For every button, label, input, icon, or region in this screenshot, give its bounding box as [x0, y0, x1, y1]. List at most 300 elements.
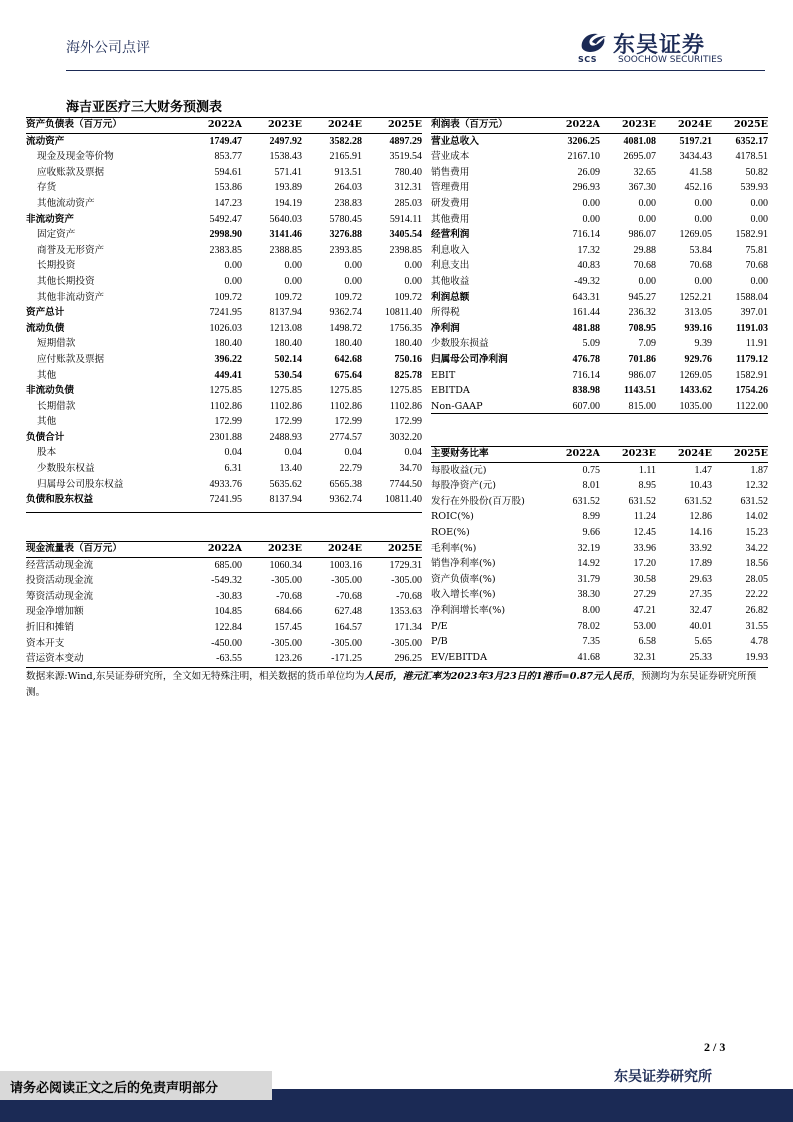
row-value: 1756.35 — [389, 322, 422, 334]
row-value: 1729.31 — [389, 559, 422, 571]
document-title: 海吉亚医疗三大财务预测表 — [66, 100, 223, 115]
row-label: 固定资产 — [37, 229, 76, 241]
table-row — [431, 227, 768, 243]
cash-flow-title: 现金流量表（百万元） — [26, 543, 122, 554]
row-value: 18.56 — [745, 558, 768, 570]
row-value: 1102.86 — [329, 400, 362, 412]
row-value: 838.98 — [572, 385, 600, 397]
row-value: 0.00 — [404, 275, 422, 287]
row-label: Non-GAAP — [431, 400, 483, 412]
row-value: 1026.03 — [209, 322, 242, 334]
row-value: 642.68 — [334, 353, 362, 365]
row-value: 0.00 — [694, 213, 712, 225]
row-value: 939.16 — [684, 322, 712, 334]
row-value: 17.20 — [633, 558, 656, 570]
row-value: 194.19 — [274, 197, 302, 209]
row-label: P/E — [431, 620, 448, 632]
row-value: 1498.72 — [329, 322, 362, 334]
balance-sheet-bottom-rule — [26, 512, 422, 513]
row-value: 8137.94 — [269, 307, 302, 319]
row-value: 193.89 — [274, 182, 302, 194]
row-value: 236.32 — [628, 307, 656, 319]
row-label: 销售净利率(%) — [431, 558, 496, 570]
table-row — [26, 258, 422, 274]
table-row — [431, 274, 768, 290]
table-row — [431, 525, 768, 541]
row-value: 4.78 — [750, 636, 768, 648]
row-value: 25.33 — [689, 651, 712, 663]
row-value: 34.70 — [399, 463, 422, 475]
row-value: -63.55 — [216, 653, 242, 665]
cash-flow-table — [26, 541, 422, 667]
row-value: -305.00 — [271, 575, 302, 587]
row-label: 其他 — [37, 369, 57, 381]
table-row — [431, 462, 768, 478]
table-row — [431, 478, 768, 494]
row-value: 1060.34 — [269, 559, 302, 571]
row-label: 流动负债 — [26, 322, 65, 334]
row-value: 41.68 — [577, 651, 600, 663]
ratios-header-row — [431, 446, 768, 462]
row-value: 367.30 — [628, 182, 656, 194]
row-label: 净利润 — [431, 322, 460, 334]
table-row — [26, 165, 422, 181]
row-value: 5914.11 — [389, 213, 422, 225]
source-note — [26, 669, 768, 701]
row-value: 147.23 — [214, 197, 242, 209]
row-label: 利润总额 — [431, 291, 470, 303]
row-label: 归属母公司股东权益 — [37, 478, 124, 490]
table-row — [26, 227, 422, 243]
row-label: 毛利率(%) — [431, 542, 477, 554]
row-value: 3582.28 — [329, 135, 362, 147]
row-label: 应付账款及票据 — [37, 353, 105, 365]
table-row — [431, 556, 768, 572]
row-value: 4897.29 — [389, 135, 422, 147]
table-row — [26, 445, 422, 461]
row-value: 4081.08 — [623, 135, 656, 147]
row-value: 853.77 — [214, 151, 242, 163]
row-label: 存货 — [37, 182, 57, 194]
row-value: 7.35 — [582, 636, 600, 648]
table-row — [26, 604, 422, 620]
row-value: 40.83 — [577, 260, 600, 272]
year-header: 2025E — [387, 119, 422, 130]
row-label: 营运资本变动 — [26, 653, 84, 665]
row-value: 2383.85 — [209, 244, 242, 256]
row-value: 3405.54 — [389, 229, 422, 241]
balance-sheet-header-row — [26, 117, 422, 133]
table-row — [431, 603, 768, 619]
income-statement-bottom-rule — [431, 413, 768, 414]
year-header: 2023E — [267, 543, 302, 554]
year-header: 2025E — [733, 448, 768, 459]
row-value: 2998.90 — [209, 229, 242, 241]
row-value: 2774.57 — [329, 431, 362, 443]
row-value: -305.00 — [391, 575, 422, 587]
row-label: 收入增长率(%) — [431, 589, 496, 601]
row-value: 31.55 — [745, 620, 768, 632]
table-row — [431, 383, 768, 399]
row-label: 现金及现金等价物 — [37, 151, 114, 163]
row-value: 0.04 — [224, 447, 242, 459]
note-text: ，预测均为东吴证券研究所预测。 — [26, 671, 757, 698]
row-value: 929.76 — [684, 353, 712, 365]
table-row — [26, 196, 422, 212]
row-label: ROIC(%) — [431, 511, 474, 523]
row-value: 1102.86 — [269, 400, 302, 412]
tables-bottom-rule — [26, 667, 768, 668]
row-value: 481.88 — [572, 322, 600, 334]
row-value: 264.03 — [334, 182, 362, 194]
table-row — [26, 212, 422, 228]
row-value: 1433.62 — [679, 385, 712, 397]
table-row — [431, 149, 768, 165]
year-header: 2025E — [387, 543, 422, 554]
row-value: -49.32 — [574, 275, 600, 287]
row-value: 29.88 — [633, 244, 656, 256]
row-value: 675.64 — [334, 369, 362, 381]
table-row — [431, 494, 768, 510]
balance-sheet-table — [26, 117, 422, 508]
row-value: 1252.21 — [679, 291, 712, 303]
row-value: 607.00 — [572, 400, 600, 412]
year-header: 2024E — [677, 119, 712, 130]
row-value: 0.00 — [224, 275, 242, 287]
row-value: 180.40 — [274, 338, 302, 350]
table-row — [26, 492, 422, 508]
table-row — [431, 336, 768, 352]
row-value: 0.00 — [638, 213, 656, 225]
row-label: 净利润增长率(%) — [431, 604, 506, 616]
row-value: 22.79 — [339, 463, 362, 475]
year-header: 2022A — [565, 448, 600, 459]
row-value: 17.89 — [689, 558, 712, 570]
row-label: 利息支出 — [431, 260, 470, 272]
row-value: 70.68 — [745, 260, 768, 272]
row-label: EBITDA — [431, 385, 470, 397]
row-value: 1.47 — [694, 464, 712, 476]
table-row — [431, 352, 768, 368]
row-value: 1269.05 — [679, 229, 712, 241]
row-value: 396.22 — [214, 353, 242, 365]
row-value: 1275.85 — [209, 385, 242, 397]
row-value: 164.57 — [334, 621, 362, 633]
cash-flow-header-row — [26, 541, 422, 557]
table-row — [26, 274, 422, 290]
row-value: 6352.17 — [735, 135, 768, 147]
table-row — [26, 368, 422, 384]
ratios-table — [431, 446, 768, 665]
row-value: 913.51 — [334, 166, 362, 178]
row-value: 1275.85 — [389, 385, 422, 397]
row-value: 14.92 — [577, 558, 600, 570]
table-row — [431, 587, 768, 603]
row-value: 452.16 — [684, 182, 712, 194]
row-value: 1749.47 — [209, 135, 242, 147]
row-label: 利息收入 — [431, 244, 470, 256]
footer-organization: 东吴证券研究所 — [614, 1069, 712, 1085]
row-value: 1.87 — [750, 464, 768, 476]
row-value: -450.00 — [211, 637, 242, 649]
table-row — [26, 620, 422, 636]
row-value: -305.00 — [391, 637, 422, 649]
row-value: 5492.47 — [209, 213, 242, 225]
page-number: 2 / 3 — [704, 1040, 726, 1054]
table-row — [431, 321, 768, 337]
table-row — [431, 212, 768, 228]
row-value: 3519.54 — [389, 151, 422, 163]
row-value: 631.52 — [740, 495, 768, 507]
row-value: 539.93 — [740, 182, 768, 194]
table-row — [26, 290, 422, 306]
row-value: 53.84 — [689, 244, 712, 256]
row-value: 1582.91 — [735, 229, 768, 241]
row-value: 10.43 — [689, 480, 712, 492]
row-value: 627.48 — [334, 606, 362, 618]
row-value: 78.02 — [577, 620, 600, 632]
row-value: 104.85 — [214, 606, 242, 618]
row-value: 180.40 — [214, 338, 242, 350]
row-value: 7241.95 — [209, 307, 242, 319]
row-value: 685.00 — [214, 559, 242, 571]
row-label: 投资活动现金流 — [26, 575, 94, 587]
row-value: 13.40 — [279, 463, 302, 475]
row-value: 1143.51 — [624, 385, 656, 397]
row-value: 0.00 — [224, 260, 242, 272]
row-label: 每股净资产(元) — [431, 480, 497, 492]
table-row — [26, 180, 422, 196]
row-label: 所得税 — [431, 307, 460, 319]
row-value: 14.02 — [745, 511, 768, 523]
row-value: 5780.45 — [329, 213, 362, 225]
row-label: 非流动资产 — [26, 213, 74, 225]
table-row — [431, 634, 768, 650]
row-value: 26.09 — [577, 166, 600, 178]
row-label: 营业总收入 — [431, 135, 479, 147]
income-statement-table — [431, 117, 768, 414]
row-value: 0.00 — [750, 275, 768, 287]
row-label: 管理费用 — [431, 182, 470, 194]
row-value: 780.40 — [394, 166, 422, 178]
row-value: 701.86 — [628, 353, 656, 365]
row-value: 70.68 — [689, 260, 712, 272]
row-value: 0.00 — [404, 260, 422, 272]
row-value: 643.31 — [572, 291, 600, 303]
row-value: 9.39 — [694, 338, 712, 350]
row-label: 少数股东权益 — [37, 463, 95, 475]
row-value: 32.47 — [689, 604, 712, 616]
row-label: 其他 — [37, 416, 57, 428]
row-value: 0.00 — [750, 197, 768, 209]
row-value: 1754.26 — [735, 385, 768, 397]
row-value: 2393.85 — [329, 244, 362, 256]
row-value: 172.99 — [214, 416, 242, 428]
row-value: 2398.85 — [389, 244, 422, 256]
row-value: -305.00 — [331, 575, 362, 587]
row-label: 短期借款 — [37, 338, 76, 350]
row-value: 1102.86 — [389, 400, 422, 412]
table-row — [26, 243, 422, 259]
table-row — [26, 636, 422, 652]
row-value: 40.01 — [689, 620, 712, 632]
table-row — [26, 133, 422, 149]
row-value: 4933.76 — [209, 478, 242, 490]
row-value: 75.81 — [745, 244, 768, 256]
row-value: 27.35 — [689, 589, 712, 601]
row-value: 38.30 — [577, 589, 600, 601]
table-row — [431, 399, 768, 415]
row-value: 2497.92 — [269, 135, 302, 147]
disclaimer-link[interactable]: 请务必阅读正文之后的免责声明部分 — [10, 1081, 219, 1096]
row-value: 12.32 — [745, 480, 768, 492]
row-label: 其他长期投资 — [37, 275, 95, 287]
row-value: 1.11 — [638, 464, 656, 476]
row-value: 109.72 — [394, 291, 422, 303]
table-row — [431, 290, 768, 306]
row-value: 1275.85 — [269, 385, 302, 397]
row-value: 3434.43 — [679, 151, 712, 163]
year-header: 2023E — [267, 119, 302, 130]
balance-sheet-title: 资产负债表（百万元） — [26, 119, 122, 130]
row-label: 流动资产 — [26, 135, 65, 147]
row-label: 资产负债率(%) — [431, 573, 496, 585]
note-text: 数据来源:Wind,东吴证券研究所，全文如无特殊注明，相关数据的货币单位均为 — [26, 671, 365, 682]
row-value: 0.00 — [582, 197, 600, 209]
year-header: 2022A — [207, 119, 242, 130]
row-value: 986.07 — [628, 369, 656, 381]
table-row — [26, 557, 422, 573]
row-value: 19.93 — [745, 651, 768, 663]
table-row — [431, 541, 768, 557]
table-row — [26, 399, 422, 415]
row-value: 7744.50 — [389, 478, 422, 490]
table-row — [26, 461, 422, 477]
row-label: 筹资活动现金流 — [26, 590, 94, 602]
row-label: ROE(%) — [431, 526, 470, 538]
row-value: 17.32 — [577, 244, 600, 256]
table-row — [431, 650, 768, 666]
row-value: 0.00 — [638, 275, 656, 287]
row-value: 10811.40 — [384, 494, 422, 506]
year-header: 2024E — [327, 543, 362, 554]
row-value: 631.52 — [684, 495, 712, 507]
row-value: 238.83 — [334, 197, 362, 209]
row-value: 153.86 — [214, 182, 242, 194]
row-label: 现金净增加额 — [26, 606, 84, 618]
row-value: 180.40 — [394, 338, 422, 350]
row-value: 157.45 — [274, 621, 302, 633]
row-value: 9362.74 — [329, 307, 362, 319]
row-value: 32.31 — [633, 651, 656, 663]
row-value: 6565.38 — [329, 478, 362, 490]
row-value: 8137.94 — [269, 494, 302, 506]
row-value: -70.68 — [396, 590, 422, 602]
table-row — [26, 305, 422, 321]
table-row — [26, 383, 422, 399]
row-value: 8.00 — [582, 604, 600, 616]
row-value: -305.00 — [271, 637, 302, 649]
row-value: 171.34 — [394, 621, 422, 633]
row-value: 716.14 — [572, 229, 600, 241]
row-value: 312.31 — [394, 182, 422, 194]
row-value: 161.44 — [572, 307, 600, 319]
row-label: 归属母公司净利润 — [431, 353, 508, 365]
row-value: 825.78 — [394, 369, 422, 381]
row-value: -305.00 — [331, 637, 362, 649]
row-value: 41.58 — [689, 166, 712, 178]
table-row — [431, 180, 768, 196]
note-fx-rate: 人民币，港元汇率为2023年3月23日的1港币=0.87元人民币 — [364, 671, 632, 682]
row-value: 9.66 — [582, 526, 600, 538]
row-value: 0.75 — [582, 464, 600, 476]
row-value: 5635.62 — [269, 478, 302, 490]
row-value: 70.68 — [633, 260, 656, 272]
table-row — [431, 572, 768, 588]
row-value: 172.99 — [394, 416, 422, 428]
row-value: 0.04 — [404, 447, 422, 459]
row-label: 非流动负债 — [26, 385, 74, 397]
income-statement-header-row — [431, 117, 768, 133]
row-value: 27.29 — [633, 589, 656, 601]
row-value: 6.31 — [224, 463, 242, 475]
row-value: 0.00 — [344, 275, 362, 287]
row-value: 180.40 — [334, 338, 362, 350]
row-value: 1179.12 — [736, 353, 768, 365]
row-value: 594.61 — [214, 166, 242, 178]
row-value: 4178.51 — [735, 151, 768, 163]
row-value: 12.45 — [633, 526, 656, 538]
row-value: 1102.86 — [209, 400, 242, 412]
row-value: 1269.05 — [679, 369, 712, 381]
table-row — [26, 589, 422, 605]
row-label: 商誉及无形资产 — [37, 244, 105, 256]
row-value: 530.54 — [274, 369, 302, 381]
row-label: 资本开支 — [26, 637, 65, 649]
logo-chinese-name: 东吴证券 — [613, 33, 706, 58]
table-row — [26, 414, 422, 430]
table-row — [431, 258, 768, 274]
row-value: 5.09 — [582, 338, 600, 350]
row-value: 0.00 — [750, 213, 768, 225]
row-value: 31.79 — [577, 573, 600, 585]
row-value: 2165.91 — [329, 151, 362, 163]
row-value: 2488.93 — [269, 431, 302, 443]
row-value: 172.99 — [334, 416, 362, 428]
row-value: 109.72 — [274, 291, 302, 303]
row-value: 0.00 — [582, 213, 600, 225]
row-value: 986.07 — [628, 229, 656, 241]
row-value: 11.24 — [633, 511, 656, 523]
table-row — [431, 196, 768, 212]
table-row — [431, 243, 768, 259]
table-row — [431, 619, 768, 635]
row-label: 负债和股东权益 — [26, 494, 94, 506]
row-value: 945.27 — [628, 291, 656, 303]
row-label: 长期借款 — [37, 400, 76, 412]
row-value: 2388.85 — [269, 244, 302, 256]
row-value: 5197.21 — [679, 135, 712, 147]
table-row — [26, 477, 422, 493]
row-value: 50.82 — [745, 166, 768, 178]
table-row — [431, 305, 768, 321]
row-value: 10811.40 — [384, 307, 422, 319]
row-value: 11.91 — [745, 338, 768, 350]
year-header: 2023E — [621, 448, 656, 459]
row-value: -70.68 — [276, 590, 302, 602]
row-value: 2695.07 — [623, 151, 656, 163]
row-value: 33.96 — [633, 542, 656, 554]
